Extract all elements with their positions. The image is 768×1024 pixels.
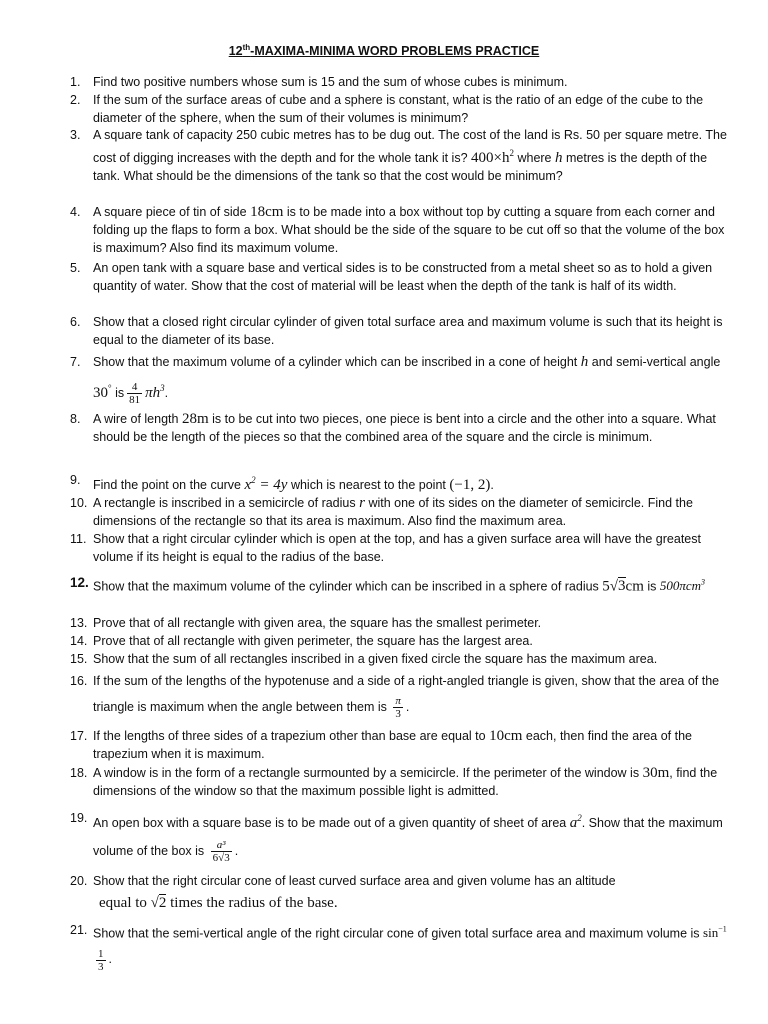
problem-number: 11.	[70, 532, 87, 546]
problem-number: 16.	[70, 674, 88, 688]
problem-number: 9.	[70, 473, 81, 487]
problem-number: 1.	[70, 75, 81, 89]
problem-number: 6.	[70, 315, 81, 329]
problem-6	[70, 313, 730, 349]
problem-text: Show that the semi-vertical angle of the right circular cone of given total surface area and maximum volume is $\sin^{-1}$ $\frac{1}{3}$ .	[93, 925, 727, 973]
problem-18	[70, 764, 730, 800]
problem-number: 2.	[70, 93, 81, 107]
problem-text: Show that the right circular cone of least curved surface area and given volume has an altitude equal to √2 times the radius of the base.	[93, 874, 616, 911]
problem-text: Find the point on the curve $x^2 = 4y$ which is nearest to the point (−1, 2).	[93, 475, 494, 493]
problem-19	[70, 804, 730, 865]
problem-text: Prove that of all rectangle with given perimeter, the square has the largest area.	[93, 634, 533, 648]
problem-text: An open box with a square base is to be made out of a given quantity of sheet of area $a^2$. Show that the maximum volume of the box is $\frac{\text{a³}}{6√3}$ .	[93, 813, 723, 865]
problem-16	[70, 668, 730, 720]
math-expression: $400\times h^2$	[471, 148, 514, 166]
problem-text: If the sum of the surface areas of cube and a sphere is constant, what is the ratio of an edge of the cube to the diameter of the sphere, when the sum of their volumes is minimum?	[93, 93, 704, 125]
problem-text: Show that a closed right circular cylinder of given total surface area and maximum volume is such that its height is equal to the diameter of its base.	[93, 315, 723, 347]
problem-4	[70, 203, 730, 257]
problem-12	[70, 572, 730, 597]
problem-number: 14.	[70, 634, 88, 648]
problem-number: 4.	[70, 205, 81, 219]
problem-20	[70, 870, 730, 914]
problem-14	[70, 632, 730, 650]
problem-13	[70, 614, 730, 632]
problem-number: 20.	[70, 874, 88, 888]
problem-8	[70, 410, 730, 446]
problem-text: Show that the maximum volume of the cylinder which can be inscribed in a sphere of radius 5√3cm is 500πcm$^3$	[93, 578, 706, 595]
problem-number: 10.	[70, 496, 88, 510]
problem-text: A square piece of tin of side 18cm is to be made into a box without top by cutting a square from each corner and folding up the flaps to form a box. What should be the side of the square to be cut off so that the volume of the box is maximum? Also find its maximum volume.	[93, 204, 725, 255]
problem-7	[70, 349, 730, 406]
problem-9	[70, 471, 730, 494]
problem-number: 17.	[70, 729, 88, 743]
problem-text: If the lengths of three sides of a trapezium other than base are equal to 10cm each, then find the area of the trapezium when it is maximum.	[93, 728, 693, 761]
problem-3	[70, 126, 730, 185]
problem-2	[70, 91, 730, 127]
problem-text: A square tank of capacity 250 cubic metres has to be dug out. The cost of the land is Rs. 50 per square metre. The cost of digging increases with the depth and for the whole tank it is? $400\times h^2$ where h metres is the depth of the tank. What should be the dimensions of the tank so that the cost would be minimum?	[93, 128, 727, 183]
problem-text: Find two positive numbers whose sum is 15 and the sum of whose cubes is minimum.	[93, 75, 568, 89]
page-title: 12th-MAXIMA-MINIMA WORD PROBLEMS PRACTICE	[228, 43, 540, 59]
problem-text: An open tank with a square base and vertical sides is to be constructed from a metal sheet so as to hold a given quantity of water. Show that the cost of material will be least when the depth of the tank is half of its width.	[93, 261, 713, 293]
fraction: $\frac{\pi}{3}$	[395, 695, 401, 721]
fraction: $\frac{\text{a³}}{6√3}$	[212, 839, 230, 865]
problem-text: If the sum of the lengths of the hypotenuse and a side of a right-angled triangle is given, show that the area of the triangle is maximum when the angle between them is $\frac{\pi}{3}$ .	[93, 674, 720, 721]
problem-5	[70, 259, 730, 295]
fraction: $\frac{1}{3}$	[98, 947, 104, 973]
problem-10	[70, 494, 730, 530]
problem-text: Prove that of all rectangle with given area, the square has the smallest perimeter.	[93, 616, 542, 630]
problem-text: Show that a right circular cylinder which is open at the top, and has a given surface area will have the greatest volume if its height is equal to the radius of the base.	[93, 532, 701, 564]
problem-text: A window is in the form of a rectangle surmounted by a semicircle. If the perimeter of the window is 30m, find the dimensions of the window so that the maximum possible light is admitted.	[93, 765, 718, 798]
problem-1	[70, 73, 730, 91]
problem-number: 3.	[70, 128, 81, 142]
problem-text: A rectangle is inscribed in a semicircle of radius r with one of its sides on the diameter of semicircle. Find the dimensions of the rectangle so that its area is maximum. Also find the maximum area.	[93, 495, 693, 528]
problem-number: 21.	[70, 923, 88, 937]
problem-number: 8.	[70, 412, 81, 426]
problem-number: 19.	[70, 811, 88, 825]
problem-number: 7.	[70, 355, 81, 369]
problem-text: A wire of length 28m is to be cut into two pieces, one piece is bent into a circle and the other into a square. What should be the length of the pieces so that the combined area of the square and the circle is minimum.	[93, 411, 716, 444]
problem-15	[70, 650, 730, 668]
problem-17	[70, 727, 730, 763]
problem-11	[70, 530, 730, 566]
problem-number: 12.	[70, 575, 89, 590]
problem-text: Show that the maximum volume of a cylinder which can be inscribed in a cone of height h and semi-vertical angle 30° is $\frac{4}{81}$ $\pi h^3$.	[93, 354, 721, 407]
problem-21	[70, 917, 730, 973]
fraction: $\frac{4}{81}$	[129, 381, 141, 407]
problem-number: 13.	[70, 616, 88, 630]
problem-text: Show that the sum of all rectangles inscribed in a given fixed circle the square has the maximum area.	[93, 652, 658, 666]
problem-number: 18.	[70, 766, 88, 780]
problem-number: 15.	[70, 652, 88, 666]
problem-number: 5.	[70, 261, 81, 275]
